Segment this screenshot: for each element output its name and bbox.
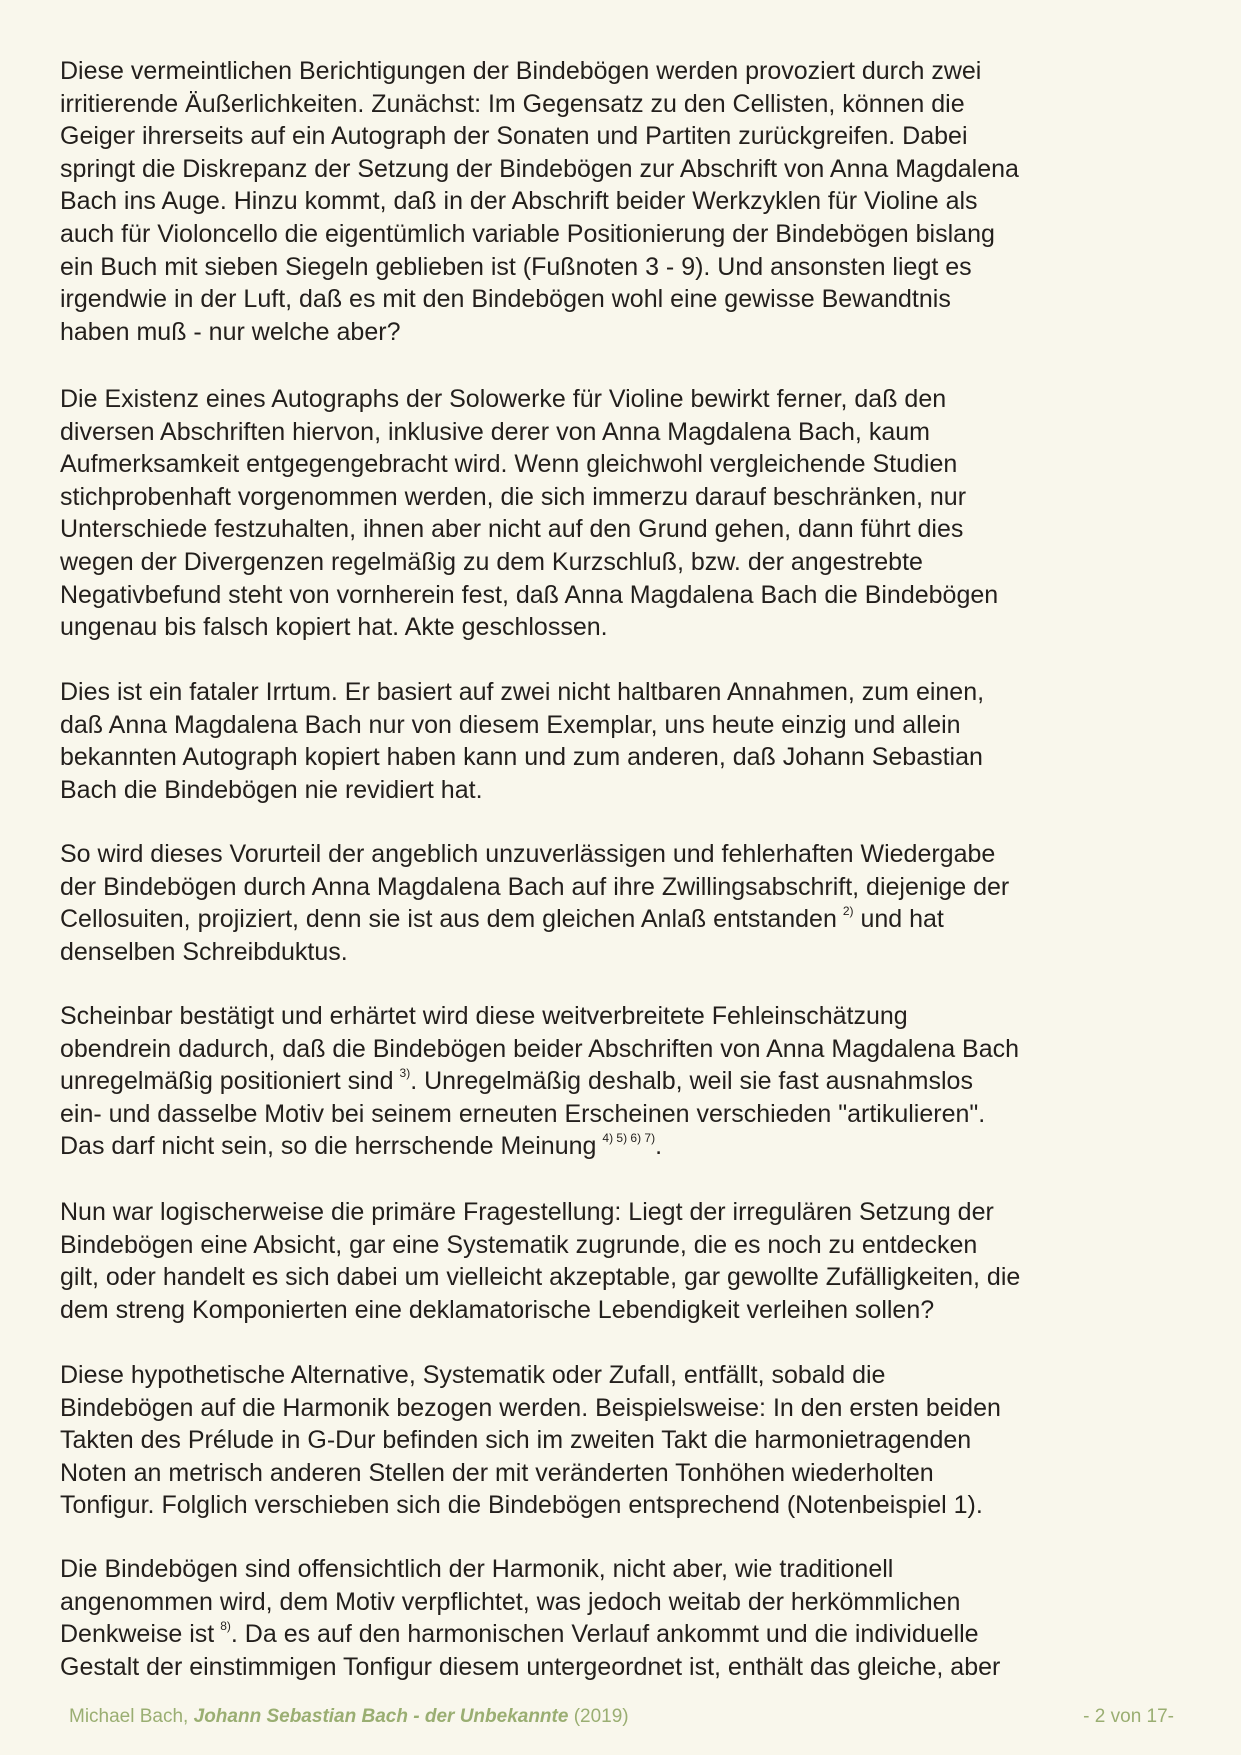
text-line: Aufmerksamkeit entgegengebracht wird. Wenn gleichwohl vergleichende Studien: [60, 450, 958, 479]
text-line: Diese hypothetische Alternative, Systematik oder Zufall, entfällt, sobald die: [60, 1361, 886, 1389]
text-line: Die Bindebögen sind offensichtlich der Harmonik, nicht aber, wie traditionell: [60, 1555, 894, 1583]
text-line: Gestalt der einstimmigen Tonfigur diesem untergeordnet ist, enthält das gleiche, aber: [60, 1652, 1001, 1681]
text-line: Diese vermeintlichen Berichtigungen der Bindebögen werden provoziert durch zwei: [60, 57, 982, 85]
footer-book-title: Johann Sebastian Bach - der Unbekannte: [193, 1706, 569, 1727]
text-line: Bindebögen auf die Harmonik bezogen werden. Beispielsweise: In den ersten beiden: [60, 1393, 1001, 1422]
footnote-reference: 3): [399, 1066, 411, 1081]
text-line: Scheinbar bestätigt und erhärtet wird diese weitverbreitete Fehleinschätzung: [60, 1002, 908, 1030]
footer-citation: [69, 1706, 629, 1728]
text-line: Die Existenz eines Autographs der Solowerke für Violine bewirkt ferner, daß den: [60, 385, 947, 413]
text-segment: . Da es auf den harmonischen Verlauf ankommt und die individuelle: [230, 1620, 979, 1649]
text-line: irgendwie in der Luft, daß es mit den Bindebögen wohl eine gewisse Bewandtnis: [60, 285, 951, 314]
text-line: ein- und dasselbe Motiv bei seinem erneuten Erscheinen verschieden "artikulieren".: [60, 1099, 986, 1128]
text-segment: unregelmäßig positioniert sind: [60, 1067, 394, 1096]
text-line: Tonfigur. Folglich verschieben sich die Bindebögen entsprechend (Notenbeispiel 1).: [60, 1491, 983, 1520]
text-line: ein Buch mit sieben Siegeln geblieben ist (Fußnoten 3 - 9). Und ansonsten liegt es: [60, 252, 972, 281]
footnote-reference: 8): [220, 1619, 231, 1634]
footnote-reference: 4) 5) 6) 7): [602, 1131, 656, 1146]
text-line: [60, 1130, 1200, 1163]
text-line: angenommen wird, dem Motiv verpflichtet, was jedoch weitab der herkömmlichen: [60, 1587, 961, 1616]
text-line: irritierende Äußerlichkeiten. Zunächst: Im Gegensatz zu den Cellisten, können die: [60, 89, 965, 118]
text-line: daß Anna Magdalena Bach nur von diesem Exemplar, uns heute einzig und allein: [60, 710, 961, 739]
text-line: Nun war logischerweise die primäre Fragestellung: Liegt der irregulären Setzung der: [60, 1198, 994, 1226]
paragraph-5: [60, 1000, 1200, 1163]
footnote-reference: 2): [842, 904, 854, 919]
footer-year: (2019): [568, 1706, 629, 1727]
paragraph-8: [60, 1553, 1200, 1683]
text-line: denselben Schreibduktus.: [60, 937, 348, 966]
text-line: [60, 1065, 1200, 1098]
text-segment: . Unregelmäßig deshalb, weil sie fast ausnahmslos: [410, 1067, 973, 1096]
text-segment: Denkweise ist: [60, 1620, 215, 1649]
paragraph-1: [60, 55, 1200, 348]
text-line: Takten des Prélude in G-Dur befinden sich im zweiten Takt die harmonietragenden: [60, 1426, 972, 1455]
text-line: springt die Diskrepanz der Setzung der Bindebögen zur Abschrift von Anna Magdalena: [60, 154, 1019, 183]
text-line: [60, 1618, 1200, 1651]
text-line: der Bindebögen durch Anna Magdalena Bach auf ihre Zwillingsabschrift, diejenige der: [60, 872, 1010, 901]
text-line: [60, 903, 1200, 936]
paragraph-2: [60, 383, 1200, 644]
paragraph-6: [60, 1196, 1200, 1326]
text-line: Noten an metrisch anderen Stellen der mit veränderten Tonhöhen wiederholten: [60, 1458, 934, 1487]
paragraph-4: [60, 838, 1200, 968]
text-line: stichprobenhaft vorgenommen werden, die sich immerzu darauf beschränken, nur: [60, 482, 967, 511]
text-line: haben muß - nur welche aber?: [60, 317, 401, 346]
text-line: gilt, oder handelt es sich dabei um vielleicht akzeptable, gar gewollte Zufälligkeiten, die: [60, 1263, 1021, 1292]
text-line: diversen Abschriften hiervon, inklusive derer von Anna Magdalena Bach, kaum: [60, 417, 930, 446]
text-segment: und hat: [853, 905, 944, 934]
text-line: Unterschiede festzuhalten, ihnen aber nicht auf den Grund gehen, dann führt dies: [60, 515, 964, 544]
text-line: Bach ins Auge. Hinzu kommt, daß in der Abschrift beider Werkzyklen für Violine als: [60, 187, 978, 216]
text-segment: Das darf nicht sein, so die herrschende Meinung: [60, 1132, 597, 1161]
page-number: - 2 von 17-: [1083, 1706, 1174, 1727]
text-line: ungenau bis falsch kopiert hat. Akte geschlossen.: [60, 613, 608, 642]
paragraph-7: [60, 1359, 1200, 1522]
text-line: Negativbefund steht von vornherein fest, daß Anna Magdalena Bach die Bindebögen: [60, 580, 999, 609]
text-line: So wird dieses Vorurteil der angeblich unzuverlässigen und fehlerhaften Wiedergabe: [60, 840, 996, 868]
paragraph-3: [60, 676, 1200, 806]
text-line: Bach die Bindebögen nie revidiert hat.: [60, 775, 483, 804]
text-line: dem streng Komponierten eine deklamatorische Lebendigkeit verleihen sollen?: [60, 1295, 935, 1324]
text-segment: .: [655, 1132, 663, 1161]
text-line: Geiger ihrerseits auf ein Autograph der Sonaten und Partiten zurückgreifen. Dabei: [60, 122, 968, 151]
text-line: obendrein dadurch, daß die Bindebögen beider Abschriften von Anna Magdalena Bach: [60, 1034, 1020, 1063]
footer-author: Michael Bach,: [69, 1706, 194, 1727]
text-line: wegen der Divergenzen regelmäßig zu dem Kurzschluß, bzw. der angestrebte: [60, 547, 923, 576]
text-line: Bindebögen eine Absicht, gar eine Systematik zugrunde, die es noch zu entdecken: [60, 1230, 978, 1259]
text-line: bekannten Autograph kopiert haben kann und zum anderen, daß Johann Sebastian: [60, 743, 983, 772]
text-line: auch für Violoncello die eigentümlich variable Positionierung der Bindebögen bislang: [60, 219, 995, 248]
text-line: Dies ist ein fataler Irrtum. Er basiert auf zwei nicht haltbaren Annahmen, zum einen,: [60, 678, 985, 706]
page-footer: [69, 1706, 1174, 1728]
text-segment: Cellosuiten, projiziert, denn sie ist aus dem gleichen Anlaß entstanden: [60, 905, 837, 934]
